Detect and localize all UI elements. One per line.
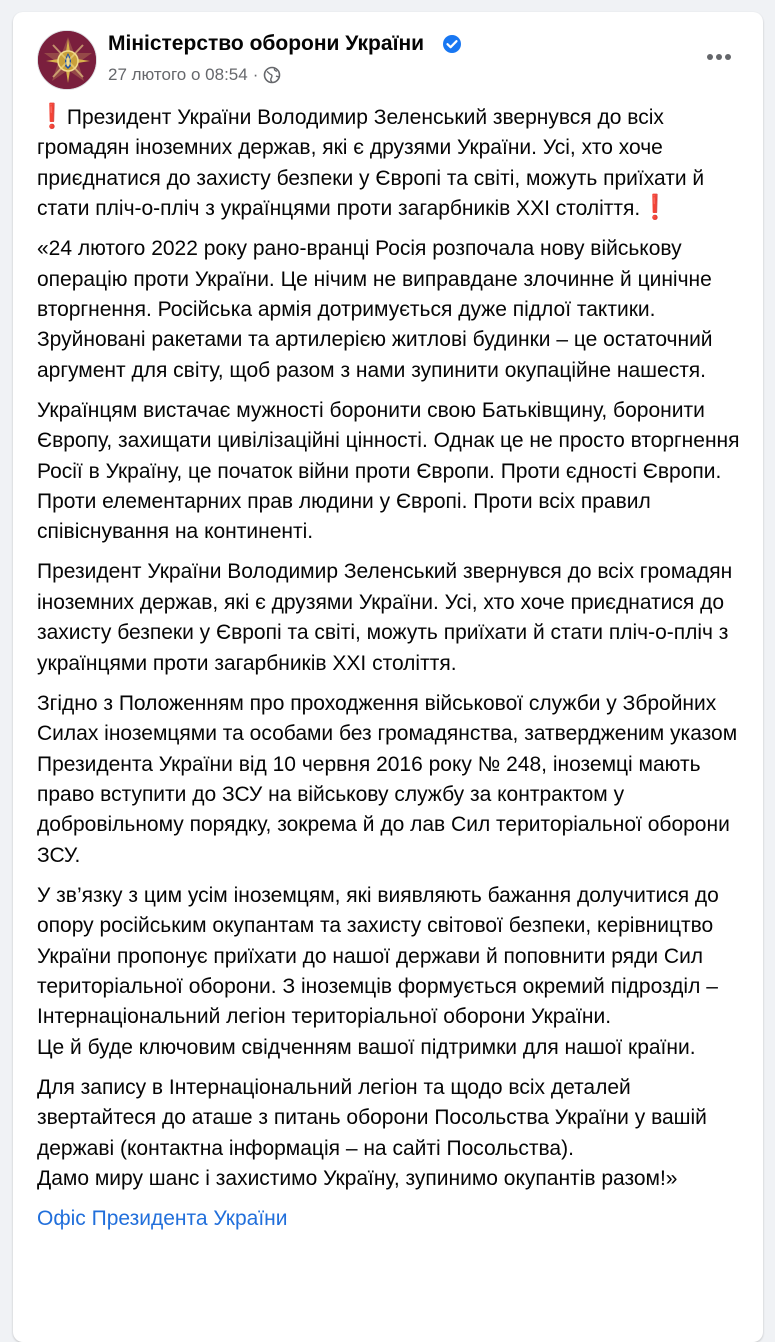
- page-name-link[interactable]: Міністерство оборони України: [108, 32, 425, 55]
- paragraph: Для запису в Інтернаціональний легіон та щодо всіх деталей звертайтеся до аташе з питань оборони Посольства України у вашій державі (контактна інформація – на сайті Посольства).: [37, 1075, 707, 1160]
- paragraph: У зв’язку з цим усім іноземцям, які виявляють бажання долучитися до опору російським окупантам та захисту світової безпеки, керівництво України пропонує приїхати до нашої держави й поповнити ряди Сил територіальної оборони. З іноземців формується окремий підрозділ – Інтернаціональний легіон територіальної оборони України.: [37, 883, 719, 1029]
- post-timestamp-link[interactable]: 27 лютого о 08:54: [108, 65, 248, 84]
- exclamation-emoji-icon: ❗: [640, 194, 671, 222]
- meta-separator: ·: [252, 65, 259, 84]
- post-card: [13, 12, 763, 1342]
- exclamation-emoji-icon: ❗: [37, 103, 67, 130]
- paragraph: Згідно з Положенням про проходження військової служби у Збройних Силах іноземцями та особами без громадянства, затвердженим указом Президента України від 10 червня 2016 року № 248, іноземці мають право вступити до ЗСУ на військову службу за контрактом у добровільному порядку, зокрема й до лав Сил територіальної оборони ЗСУ.: [37, 691, 738, 867]
- intro-text: Президент України Володимир Зеленський звернувся до всіх громадян іноземних держав, які є друзями України. Усі, хто хоче приєднатися до захисту безпеки у Європі та світі, можуть приїхати й стати пліч-о-пліч з українцями проти загарбників XXI століття.: [37, 106, 705, 221]
- post-meta: [108, 65, 281, 85]
- paragraph: «24 лютого 2022 року рано-вранці Росія розпочала нову військову операцію проти України. Це нічим не виправдане злочинне й цинічне вторгнення. Російська армія дотримується дуже підлої тактики. Зруйновані ракетами та артилерією житлові будинки – це остаточний аргумент для світу, щоб разом з нами зупинити окупаційне нашестя.: [37, 237, 713, 382]
- page-avatar[interactable]: [37, 30, 97, 90]
- post-intro: [37, 103, 749, 225]
- globe-icon[interactable]: [263, 66, 281, 84]
- paragraph: Українцям вистачає мужності боронити свою Батьківщину, боронити Європу, захищати цивілізаційні цінності. Однак це не просто вторгнення Росії в Україну, це початок війни проти Європи. Проти єдності Європи. Проти елементарних прав людини у Європі. Проти всіх правил співіснування на континенті.: [37, 398, 740, 544]
- post-body: [37, 103, 749, 1234]
- more-options-button[interactable]: [701, 42, 737, 72]
- paragraph: Дамо миру шанс і захистимо Україну, зупинимо окупантів разом!»: [37, 1166, 678, 1190]
- post-header: [13, 12, 763, 100]
- more-options-icon: [706, 53, 732, 61]
- ministry-emblem-icon: [38, 31, 97, 90]
- president-office-link[interactable]: Офіс Президента України: [37, 1206, 288, 1230]
- paragraph: Це й буде ключовим свідченням вашої підтримки для нашої країни.: [37, 1035, 696, 1059]
- verified-badge-icon: [442, 34, 462, 54]
- paragraph: Президент України Володимир Зеленський звернувся до всіх громадян іноземних держав, які є друзями України. Усі, хто хоче приєднатися до захисту безпеки у Європі та світі, можуть приїхати й стати пліч-о-пліч з українцями проти загарбників XXI століття.: [37, 560, 733, 675]
